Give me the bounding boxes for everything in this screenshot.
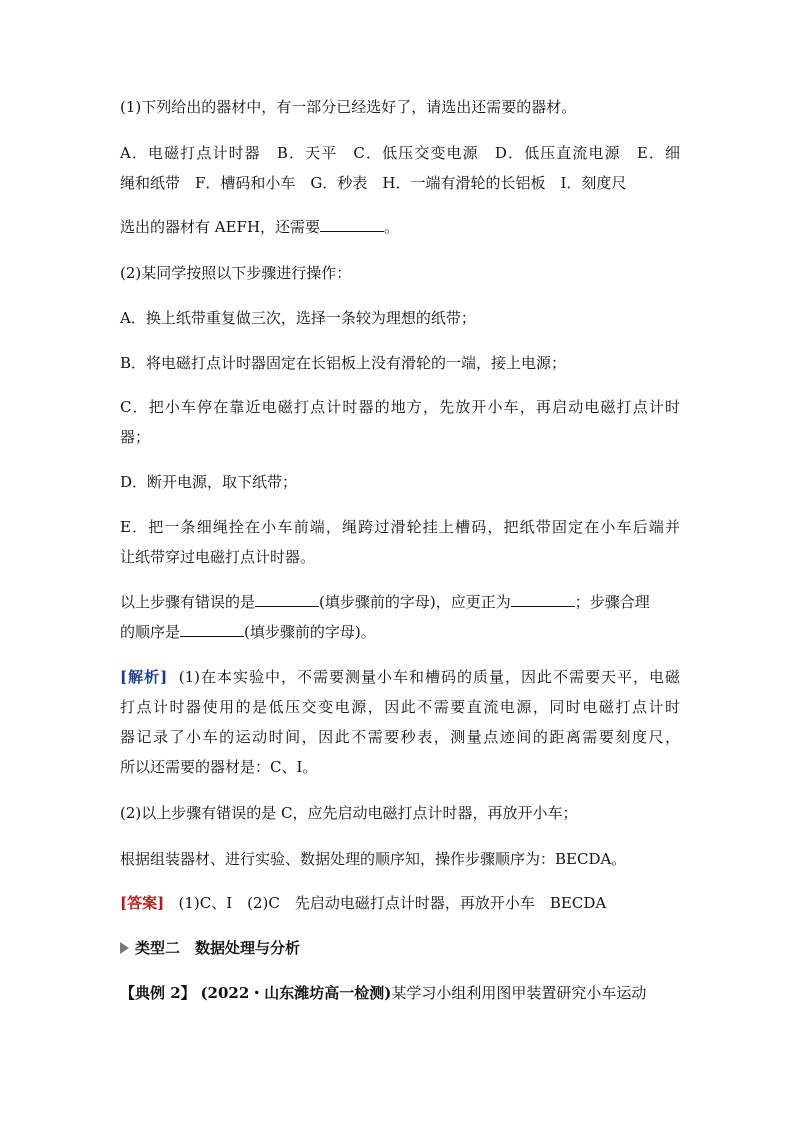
answer-blank [255,592,319,607]
analysis-line-6: 根据组装器材、进行实验、数据处理的顺序知，操作步骤顺序为：BECDA。 [120,850,627,868]
question-1-prompt: (1)下列给出的器材中，有一部分已经选好了，请选出还需要的器材。 [120,98,577,116]
options-line-1: A．电磁打点计时器 B．天平 C．低压交变电源 D．低压直流电源 E．细 [120,144,680,162]
question-2-prompt: (2)某同学按照以下步骤进行操作： [120,264,352,282]
answer-tag: [答案] [120,894,165,912]
step-d: D．断开电源，取下纸带； [120,473,298,491]
section-title: 类型二 数据处理与分析 [135,939,301,957]
analysis-tag: [解析] [120,668,168,686]
analysis-line-5: (2)以上步骤有错误的是 C，应先启动电磁打点计时器，再放开小车； [120,804,578,822]
selected-prefix: 选出的器材有 AEFH，还需要 [120,218,321,236]
analysis-line-4: 所以还需要的器材是：C、I。 [120,758,318,776]
options-line-2: 绳和纸带 F．槽码和小车 G．秒表 H．一端有滑轮的长铝板 I．刻度尺 [120,174,627,192]
step-b: B．将电磁打点计时器固定在长铝板上没有滑轮的一端，接上电源； [120,354,567,372]
order-text-2: (填步骤前的字母)。 [244,623,376,641]
analysis-line-3: 器记录了小车的运动时间，因此不需要秒表，测量点迹间的距离需要刻度尺， [120,728,680,746]
answer-line [120,892,680,914]
step-a: A．换上纸带重复做三次，选择一条较为理想的纸带； [120,309,476,327]
example-source: (2022・山东潍坊高一检测) [200,984,392,1002]
error-question-line [120,591,680,613]
example-line [120,982,680,1004]
analysis-line-1 [120,666,680,688]
answer-blank [511,592,575,607]
order-question-line [120,621,680,643]
error-text-2: (填步骤前的字母)，应更正为 [319,593,511,611]
triangle-right-icon [120,942,129,954]
analysis-text-1: (1)在本实验中，不需要测量小车和槽码的质量，因此不需要天平，电磁 [178,668,680,686]
answer-blank [180,622,244,637]
step-c-line-2: 器； [120,428,151,446]
step-e-line-1: E．把一条细绳拴在小车前端，绳跨过滑轮挂上槽码，把纸带固定在小车后端并 [120,518,680,536]
analysis-line-2: 打点计时器使用的是低压交变电源，因此不需要直流电源，同时电磁打点计时 [120,698,680,716]
error-text-3: ；步骤合理 [574,593,650,611]
step-e-line-2: 让纸带穿过电磁打点计时器。 [120,548,316,566]
selected-suffix: 。 [384,218,400,236]
order-text-1: 的顺序是 [120,623,181,641]
answer-text: (1)C、I (2)C 先启动电磁打点计时器，再放开小车 BECDA [178,894,607,912]
error-text-1: 以上步骤有错误的是 [120,593,256,611]
answer-blank [320,217,384,232]
example-text: 某学习小组利用图甲装置研究小车运动 [391,984,647,1002]
selected-equipment-line [120,216,680,238]
step-c-line-1: C．把小车停在靠近电磁打点计时器的地方，先放开小车，再启动电磁打点计时 [120,398,680,416]
example-label: 【典例 2】 [120,984,196,1002]
section-heading [120,937,680,959]
